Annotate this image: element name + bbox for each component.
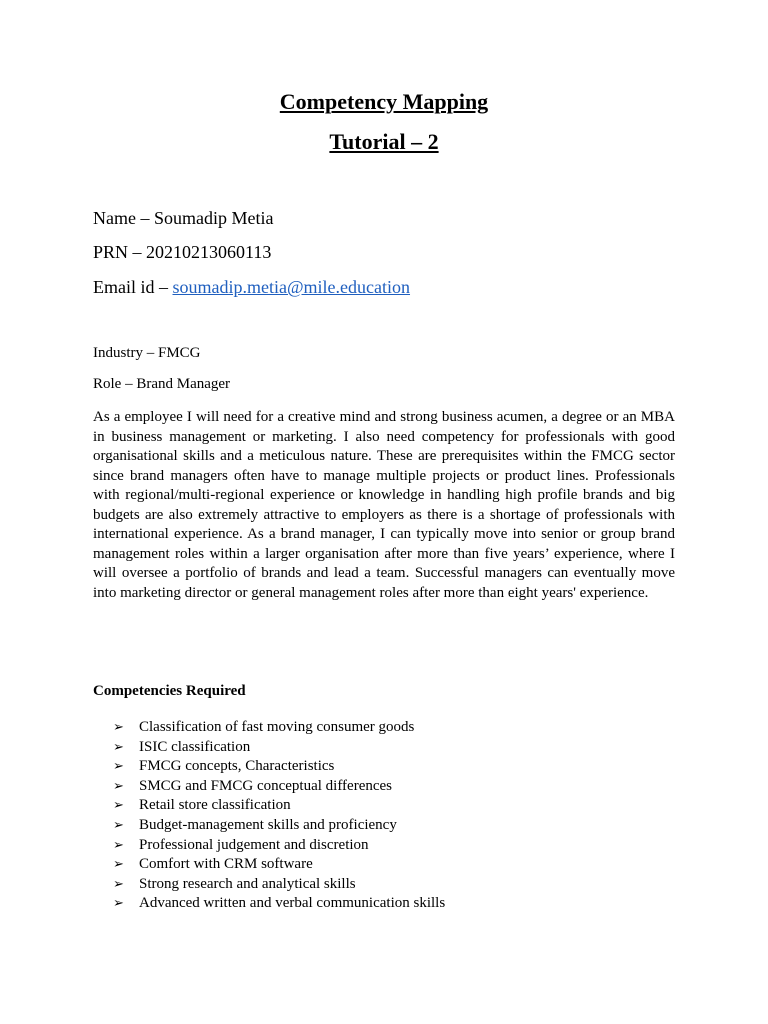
list-item: ➢ Comfort with CRM software: [113, 855, 445, 875]
student-prn: PRN – 20210213060113: [93, 242, 272, 262]
arrowhead-bullet-icon: ➢: [113, 857, 124, 873]
list-item: ➢ Advanced written and verbal communication skills: [113, 894, 445, 914]
document-subtitle: Tutorial – 2: [329, 129, 439, 154]
list-item: ➢ FMCG concepts, Characteristics: [113, 757, 445, 777]
role-line: Role – Brand Manager: [93, 376, 231, 392]
competencies-list: [113, 718, 445, 914]
student-email-line: [93, 276, 410, 298]
body-paragraph: As a employee I will need for a creative mind and strong business acumen, a degree or an MBA in business management or marketing. I also need competency for professionals with good organisational skills and a meticulous nature. These are prerequisites within the FMCG sector since brand managers often have to manage multiple projects or product lines. Professionals with regional/multi-regional experience or knowledge in handling high profile brands and big budgets are also extremely attractive to employers as there is a shortage of professionals with international experience. As a brand manager, I can typically move into senior or group brand management roles within a larger organisation after more than five years’ experience, where I will oversee a portfolio of brands and lead a team. Successful managers can eventually move into marketing director or general management roles after more than eight years' experience.: [93, 409, 675, 601]
arrowhead-bullet-icon: ➢: [113, 876, 124, 892]
list-item: ➢ SMCG and FMCG conceptual differences: [113, 777, 445, 797]
arrowhead-bullet-icon: ➢: [113, 778, 124, 794]
arrowhead-bullet-icon: ➢: [113, 896, 124, 912]
list-item: ➢ Budget-management skills and proficiency: [113, 816, 445, 836]
competencies-heading: Competencies Required: [93, 683, 246, 699]
arrowhead-bullet-icon: ➢: [113, 739, 124, 755]
arrowhead-bullet-icon: ➢: [113, 837, 124, 853]
list-item: ➢ ISIC classification: [113, 738, 445, 758]
document-title: Competency Mapping: [279, 89, 489, 114]
list-item: ➢ Strong research and analytical skills: [113, 875, 445, 895]
arrowhead-bullet-icon: ➢: [113, 720, 124, 735]
arrowhead-bullet-icon: ➢: [113, 817, 124, 833]
email-label: Email id –: [93, 277, 173, 297]
arrowhead-bullet-icon: ➢: [113, 759, 124, 775]
list-item: ➢ Professional judgement and discretion: [113, 836, 445, 856]
arrowhead-bullet-icon: ➢: [113, 798, 124, 814]
list-item: ➢ Retail store classification: [113, 796, 445, 816]
student-name: Name – Soumadip Metia: [93, 208, 274, 228]
email-link[interactable]: soumadip.metia@mile.education: [172, 277, 411, 297]
list-item: ➢ Classification of fast moving consumer goods: [113, 718, 445, 738]
industry-line: Industry – FMCG: [93, 345, 201, 361]
